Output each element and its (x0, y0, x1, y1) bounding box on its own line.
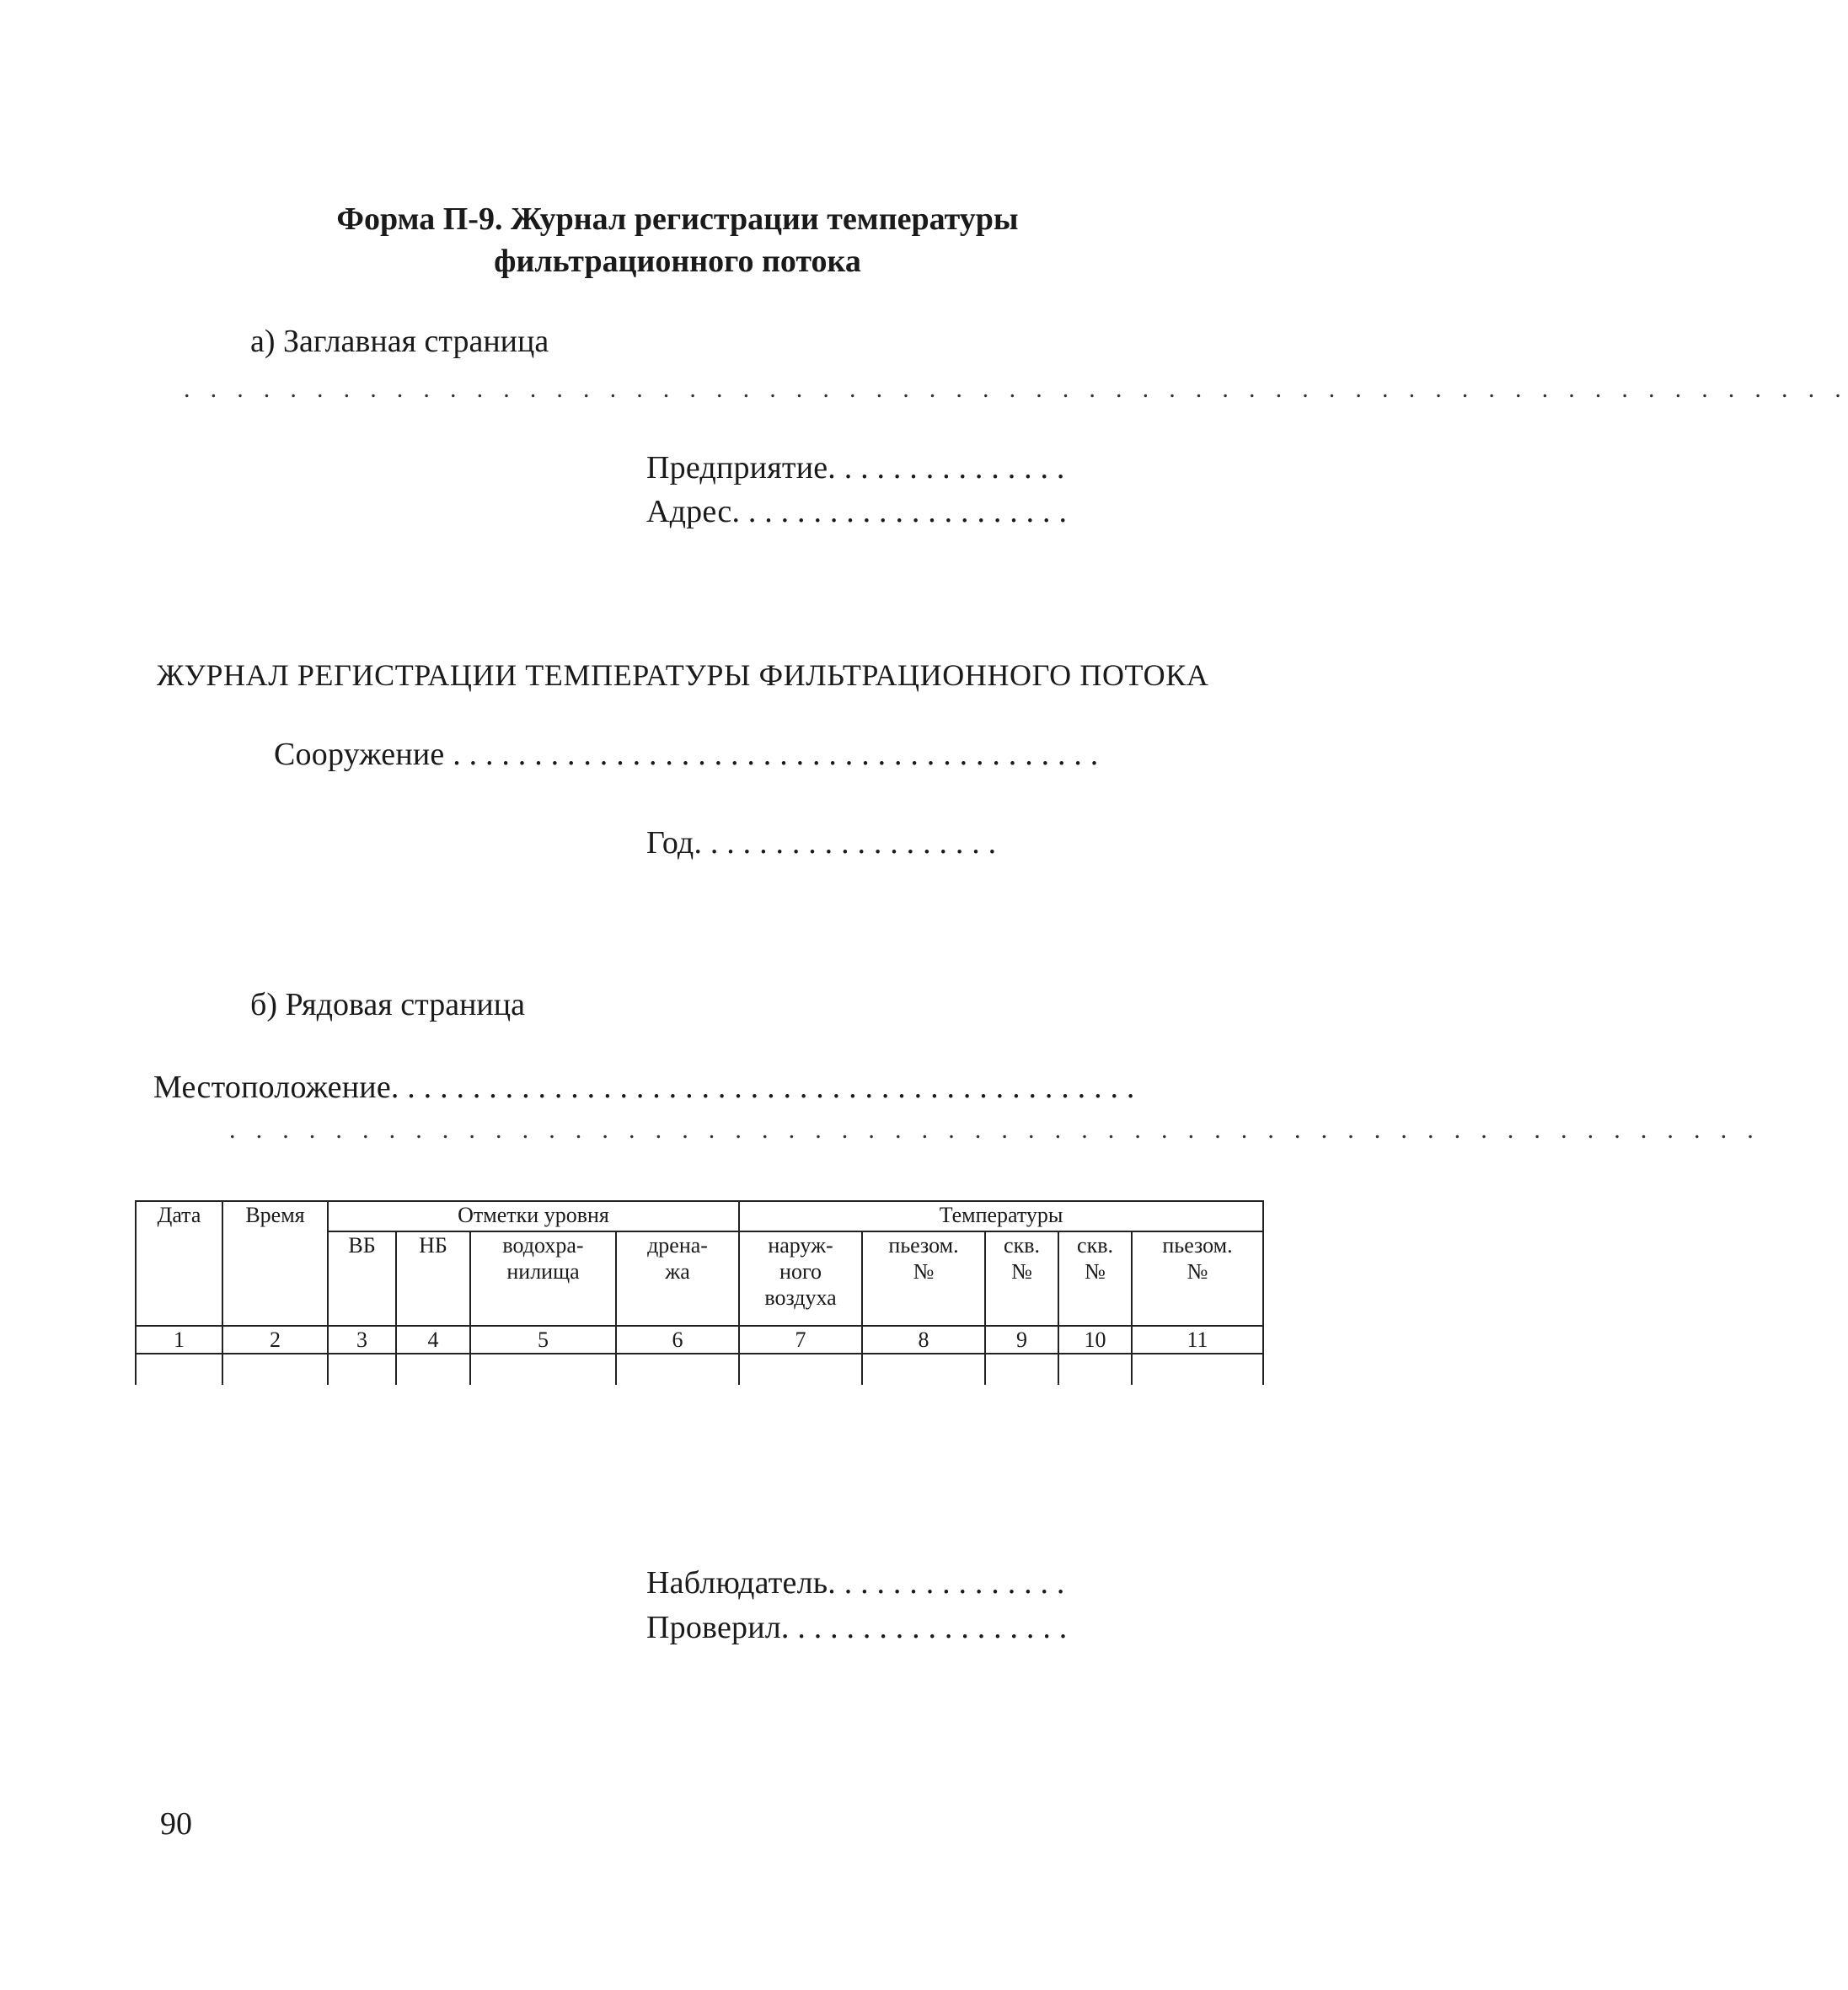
empty-cell (222, 1354, 328, 1385)
year-field: Год. . . . . . . . . . . . . . . . . . . (646, 825, 997, 861)
header-date: Дата (136, 1201, 222, 1326)
location-continuation-dots: . . . . . . . . . . . . . . . . . . . . . . . . . . . . . . . . . . . . . . . . . . . . . . . . . . . . . . . . . . (229, 1116, 1760, 1144)
empty-cell (136, 1354, 222, 1385)
column-number: 1 (136, 1326, 222, 1354)
header-level-marks: Отметки уровня (328, 1201, 739, 1231)
observer-field: Наблюдатель. . . . . . . . . . . . . . . (646, 1565, 1065, 1601)
column-number: 8 (862, 1326, 985, 1354)
column-number: 3 (328, 1326, 396, 1354)
header-well-2: скв. № (1058, 1231, 1132, 1326)
regular-page-label: б) Рядовая страница (250, 987, 525, 1022)
empty-cell (739, 1354, 862, 1385)
header-piezometer-2: пьезом. № (1132, 1231, 1263, 1326)
page-number: 90 (160, 1806, 192, 1842)
column-number-row (136, 1326, 1263, 1354)
column-number: 10 (1058, 1326, 1132, 1354)
structure-field: Сооружение . . . . . . . . . . . . . . . . . . . . . . . . . . . . . . . . . . . . . . . . (274, 737, 1099, 772)
empty-cell (1132, 1354, 1263, 1385)
temperature-log-table-wrap (135, 1200, 1262, 1385)
header-nb: НБ (396, 1231, 470, 1326)
header-outdoor-air: наруж- ного воздуха (739, 1231, 862, 1326)
empty-cell (470, 1354, 616, 1385)
header-reservoir: водохра- нилища (470, 1231, 616, 1326)
form-title (0, 198, 1393, 282)
temperature-log-table (135, 1200, 1264, 1385)
column-number: 4 (396, 1326, 470, 1354)
column-number: 9 (985, 1326, 1058, 1354)
column-number: 7 (739, 1326, 862, 1354)
location-field: Местоположение. . . . . . . . . . . . . . . . . . . . . . . . . . . . . . . . . . . . . . . . . . . . . . (153, 1070, 1135, 1105)
form-title-line-2: фильтрационного потока (494, 244, 861, 279)
header-drainage: дрена- жа (616, 1231, 739, 1326)
header-temperatures: Температуры (739, 1201, 1263, 1231)
journal-heading: ЖУРНАЛ РЕГИСТРАЦИИ ТЕМПЕРАТУРЫ ФИЛЬТРАЦИОННОГО ПОТОКА (157, 658, 1209, 692)
table-row (136, 1354, 1263, 1385)
empty-cell (862, 1354, 985, 1385)
empty-cell (328, 1354, 396, 1385)
empty-cell (985, 1354, 1058, 1385)
header-piezometer-1: пьезом. № (862, 1231, 985, 1326)
header-well-1: скв. № (985, 1231, 1058, 1326)
column-number: 5 (470, 1326, 616, 1354)
enterprise-field: Предприятие. . . . . . . . . . . . . . . (646, 450, 1065, 485)
empty-cell (396, 1354, 470, 1385)
header-time: Время (222, 1201, 328, 1326)
empty-cell (1058, 1354, 1132, 1385)
address-field: Адрес. . . . . . . . . . . . . . . . . . . . . (646, 494, 1068, 529)
checked-by-field: Проверил. . . . . . . . . . . . . . . . . . (646, 1610, 1068, 1645)
header-vb: ВБ (328, 1231, 396, 1326)
empty-cell (616, 1354, 739, 1385)
column-number: 2 (222, 1326, 328, 1354)
title-page-dotted-line: . . . . . . . . . . . . . . . . . . . . . . . . . . . . . . . . . . . . . . . . . . . . . . . . . . . . . . . . . . . . . . . (184, 375, 1848, 403)
table-header-row-1 (136, 1201, 1263, 1231)
form-title-line-1: Форма П-9. Журнал регистрации температуры (336, 201, 1019, 237)
column-number: 6 (616, 1326, 739, 1354)
column-number: 11 (1132, 1326, 1263, 1354)
title-page-label: а) Заглавная страница (250, 324, 549, 359)
